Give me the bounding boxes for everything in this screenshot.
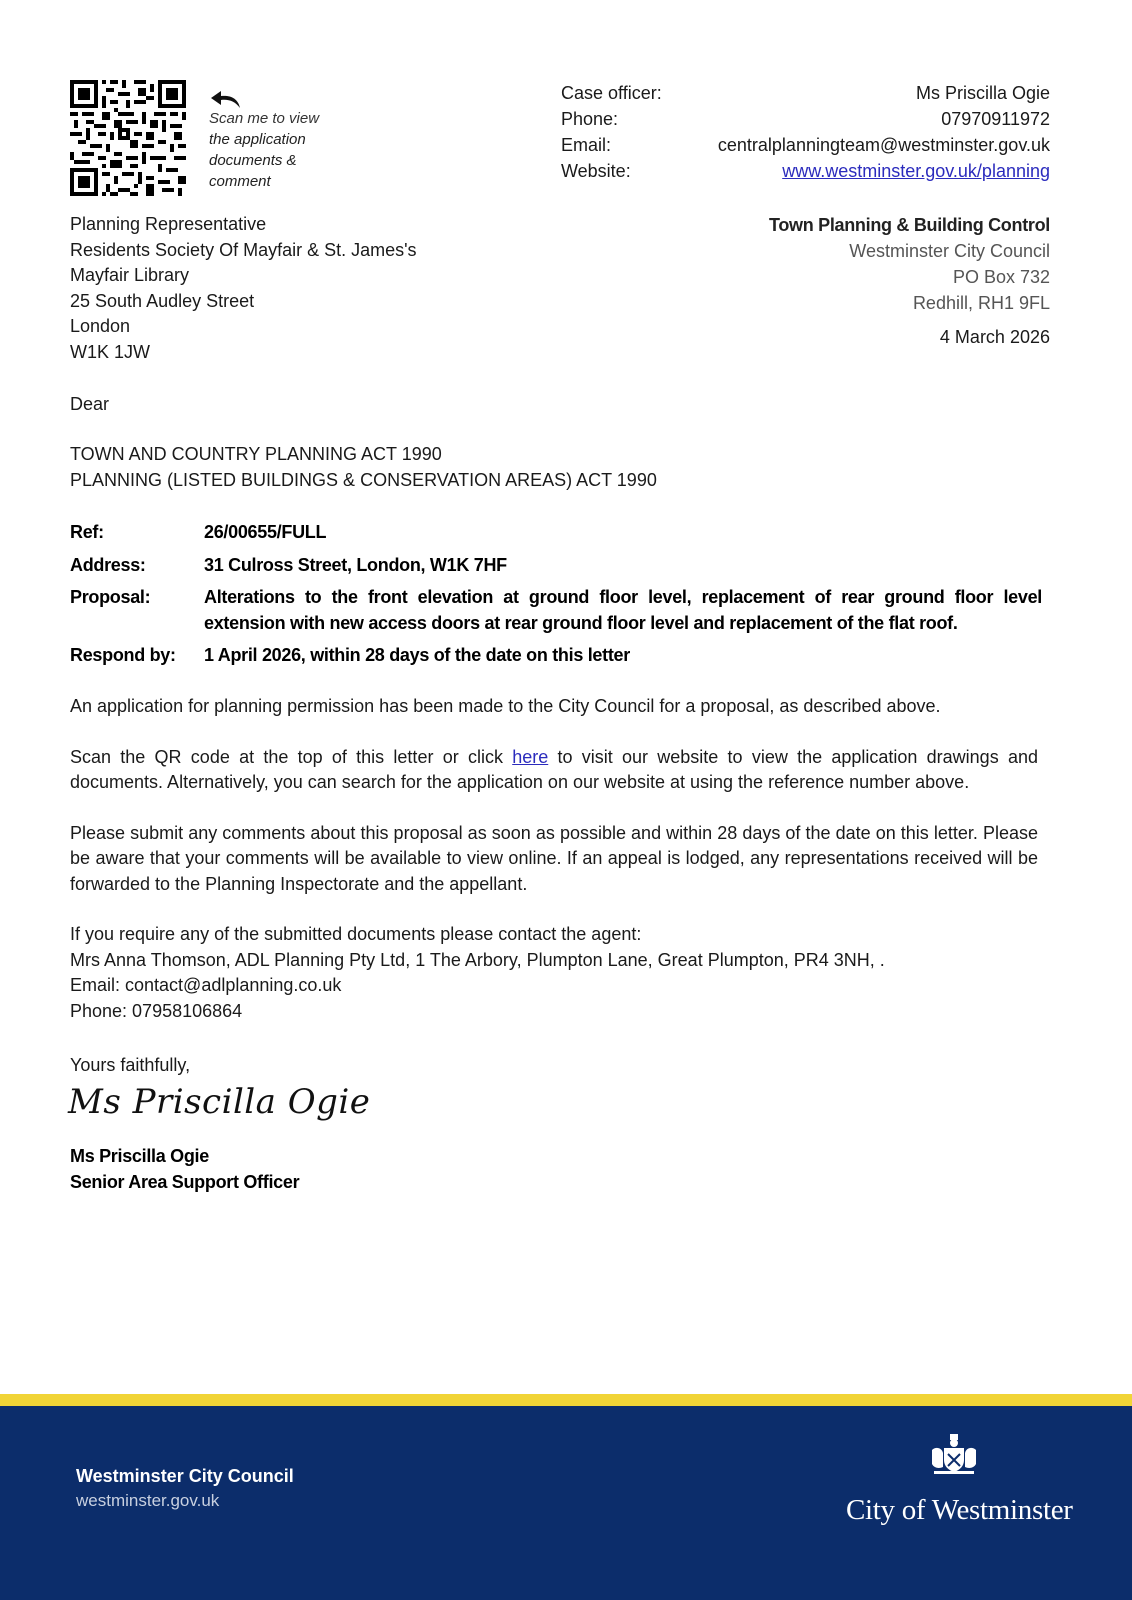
proposal-row <box>70 585 1042 636</box>
scan-prompt <box>209 108 349 192</box>
ref-row <box>70 520 1042 546</box>
curved-arrow-icon <box>210 88 242 110</box>
act-line: PLANNING (LISTED BUILDINGS & CONSERVATION AREAS) ACT 1990 <box>70 469 657 490</box>
agent-phone: Phone: 07958106864 <box>70 1000 243 1021</box>
acts-heading <box>70 442 657 493</box>
signer-title: Senior Area Support Officer <box>70 1172 300 1192</box>
recipient-line: Residents Society Of Mayfair & St. James's <box>70 239 417 260</box>
crest-icon <box>928 1432 980 1476</box>
recipient-address <box>70 212 417 365</box>
email-value: centralplanningteam@westminster.gov.uk <box>717 135 1050 155</box>
website-label: Website: <box>561 161 631 181</box>
respond-value: 1 April 2026, within 28 days of the date on this letter <box>204 645 630 665</box>
body-paragraph: An application for planning permission has been made to the City Council for a proposal, as described above. <box>70 696 941 716</box>
body-paragraph <box>70 745 1038 796</box>
agent-contact <box>70 922 1038 1024</box>
recipient-line: W1K 1JW <box>70 341 151 362</box>
recipient-line: 25 South Audley Street <box>70 290 255 311</box>
ref-value: 26/00655/FULL <box>204 522 327 542</box>
scan-prompt-line: documents & <box>209 152 297 169</box>
department-name: Town Planning & Building Control <box>768 215 1050 235</box>
respond-row <box>70 643 1042 669</box>
signer-name: Ms Priscilla Ogie <box>70 1146 209 1166</box>
qr-code[interactable] <box>70 80 186 196</box>
recipient-line: Planning Representative <box>70 214 267 234</box>
council-name: Westminster City Council <box>849 241 1050 261</box>
application-details <box>70 520 1042 676</box>
act-line: TOWN AND COUNTRY PLANNING ACT 1990 <box>70 444 442 464</box>
footer-banner <box>0 1406 1132 1600</box>
proposal-value: Alterations to the front elevation at ground floor level, replacement of rear ground floor level extension with new access doors at rear ground floor level and replacement of the flat roof. <box>204 587 1042 633</box>
footer-org-web: westminster.gov.uk <box>76 1491 220 1510</box>
email-label: Email: <box>561 135 612 155</box>
signature: Ms Priscilla Ogie <box>68 1082 371 1122</box>
agent-email: Email: contact@adlplanning.co.uk <box>70 975 342 995</box>
council-address <box>769 212 1050 350</box>
council-po-box: PO Box 732 <box>952 267 1050 287</box>
signer-block <box>70 1143 299 1195</box>
scan-prompt-line: the application <box>209 131 306 148</box>
scan-prompt-line: comment <box>209 173 271 190</box>
address-value: 31 Culross Street, London, W1K 7HF <box>204 554 507 575</box>
website-link[interactable]: www.westminster.gov.uk/planning <box>782 161 1050 181</box>
proposal-label: Proposal: <box>70 587 151 607</box>
phone-label: Phone: <box>561 109 619 129</box>
recipient-line: Mayfair Library <box>70 265 190 285</box>
letter-date: 4 March 2026 <box>939 327 1050 347</box>
email-row <box>561 132 1050 158</box>
ref-label: Ref: <box>70 522 104 542</box>
address-row <box>70 553 1042 579</box>
recipient-line: London <box>70 316 131 336</box>
body-text: Scan the QR code at the top of this letter or click <box>70 746 513 767</box>
address-label: Address: <box>70 554 146 575</box>
agent-line: If you require any of the submitted documents please contact the agent: <box>70 924 642 944</box>
phone-value: 07970911972 <box>941 109 1050 129</box>
letter-body <box>70 694 1038 1049</box>
case-officer-value: Ms Priscilla Ogie <box>915 83 1050 103</box>
scan-prompt-line: Scan me to view <box>209 110 320 127</box>
phone-row <box>561 106 1050 132</box>
footer-org-name: Westminster City Council <box>76 1466 294 1486</box>
agent-line: Mrs Anna Thomson, ADL Planning Pty Ltd, 1 The Arbory, Plumpton Lane, Great Plumpton, PR4 3NH, . <box>70 949 885 970</box>
body-text: to visit our website to view the application drawings and documents. Alternatively, you can search for the application on our website at using the reference number above. <box>70 746 1038 792</box>
body-paragraph: Please submit any comments about this proposal as soon as possible and within 28 days of the date on this letter. Please be aware that your comments will be available to view online. If an appeal is lodged, any representations received will be forwarded to the Planning Inspectorate and the appellant. <box>70 822 1038 894</box>
here-link[interactable]: here <box>512 746 549 767</box>
salutation: Dear <box>70 394 110 414</box>
website-row <box>561 158 1050 184</box>
council-town: Redhill, RH1 9FL <box>912 293 1050 313</box>
case-officer-label: Case officer: <box>561 83 662 103</box>
contact-block <box>561 80 1050 184</box>
footer-stripe <box>0 1394 1132 1406</box>
respond-label: Respond by: <box>70 645 176 665</box>
case-officer-row <box>561 80 1050 106</box>
signoff: Yours faithfully, <box>70 1055 191 1075</box>
city-of-westminster-logo: City of Westminster <box>846 1494 1073 1526</box>
